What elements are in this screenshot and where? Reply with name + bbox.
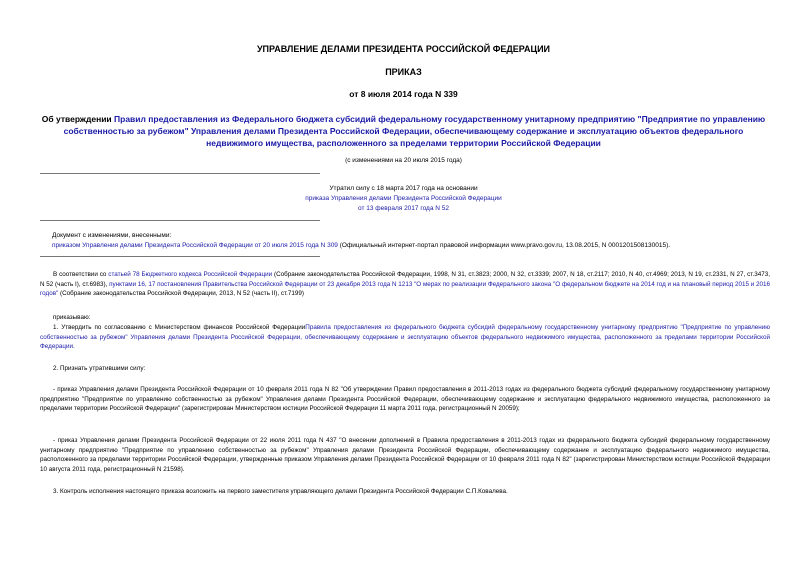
- government-resolution-link[interactable]: пунктами 16, 17 постановления Правительства Российской Федерации от 23 декабря 2013 года N 1213 "О мерах по реализации Федерального закона "О федеральном бюджете на 2014 год и на плановый период 2015 и 2016 годов": [40, 280, 770, 297]
- amendments-intro: Документ с изменениями, внесенными:: [52, 232, 172, 239]
- budget-code-link[interactable]: статьей 78 Бюджетного кодекса Российской Федерации: [108, 271, 273, 278]
- item-2-paragraph: 2. Признать утратившими силу:: [53, 365, 146, 372]
- item-3-paragraph: 3. Контроль исполнения настоящего приказа возложить на первого заместителя управляющего делами Президента Российской Федерации С.П.Ковалева.: [53, 488, 508, 495]
- lost-force-link-date[interactable]: от 13 февраля 2017 года N 52: [358, 205, 449, 212]
- orders-line: приказываю:: [53, 314, 91, 321]
- repealed-order-437: - приказ Управления делами Президента Российской Федерации от 22 июля 2011 года N 437 "О внесении дополнений в Правила предоставления в 2011-2013 годах из федерального бюджета субсидий федеральному государственному унитарному предприятию "Предприятие по управлению собственностью за рубежом" Управления делами Президента Российской Федерации, обеспечивающему содержание и эксплуатацию федерального недвижимого имущества, расположенного за пределами территории Российской Федерации, утвержденные приказом Управления делами Президента Российской Федерации от 10 февраля 2011 года N 82" (зарегистрирован Министерством юстиции Российской Федерации 10 августа 2011 года, регистрационный N 21598).: [40, 437, 770, 473]
- preamble-paragraph: [40, 270, 770, 299]
- item-1-paragraph: [40, 323, 770, 352]
- title-prefix: Об утверждении: [41, 114, 115, 124]
- divider-line: [40, 220, 320, 221]
- lost-force-notice: [200, 184, 607, 214]
- amendments-line: [52, 241, 772, 251]
- issuing-authority: УПРАВЛЕНИЕ ДЕЛАМИ ПРЕЗИДЕНТА РОССИЙСКОЙ ФЕДЕРАЦИИ: [256, 44, 551, 54]
- approved-rules-link[interactable]: Правила предоставления из федерального бюджета субсидий федеральному государственному унитарному предприятию "Предприятие по управлению собственностью за рубежом" Управления делами Президента Российской Федерации, обеспечивающему содержание и эксплуатацию объектов федерального недвижимого имущества, расположенного за пределами территории Российской Федерации.: [40, 324, 770, 350]
- lost-force-text: Утратил силу с 18 марта 2017 года на основании: [329, 185, 478, 192]
- preamble-text: (Собрание законодательства Российской Федерации, 1998, N 31, ст.3823; 2000, N 32, ст.3339; 2007, N 18, ст.2117; 2010, N 40, ст.4969; 2013, N 19, ст.2331, N 27, ст.3473, N 52 (часть I), ст.6983),: [40, 271, 770, 288]
- document-date-number: от 8 июля 2014 года N 339: [349, 89, 458, 99]
- item-1-text: 1. Утвердить по согласованию с Министерством финансов Российской Федерации: [53, 324, 306, 331]
- divider-line: [40, 173, 320, 174]
- repealed-order-82: - приказ Управления делами Президента Российской Федерации от 10 февраля 2011 года N 82 "Об утверждении Правил предоставления в 2011-2013 годах из федерального бюджета субсидий федеральному государственному унитарному предприятию "Предприятие по управлению собственностью за рубежом" Управления делами Президента Российской Федерации, обеспечивающему содержание и эксплуатацию федерального недвижимого имущества, расположенного за пределами территории Российской Федерации" (зарегистрирован Министерством юстиции Российской Федерации 11 марта 2011 года, регистрационный N 20059);: [40, 386, 770, 412]
- changes-note: (с изменениями на 20 июля 2015 года): [345, 157, 462, 164]
- document-title: [40, 113, 767, 149]
- preamble-text: (Собрание законодательства Российской Федерации, 2013, N 52 (часть II), ст.7199): [58, 290, 305, 297]
- preamble-text: В соответствии со: [53, 271, 109, 278]
- amendment-order-link[interactable]: приказом Управления делами Президента Российской Федерации от 20 июля 2015 года N 309: [52, 242, 338, 249]
- title-rules-link[interactable]: Правил предоставления из Федерального бюджета субсидий федеральному государственному унитарному предприятию "Предприятие по управлению собственностью за рубежом" Управления делами Президента Российской Федерации, обеспечивающему содержание и эксплуатацию объектов федерального недвижимого имущества, расположенного за пределами территории Российской Федерации: [63, 114, 766, 148]
- divider-line: [40, 256, 320, 257]
- document-type: ПРИКАЗ: [385, 67, 422, 77]
- lost-force-link[interactable]: приказа Управления делами Президента Российской Федерации: [305, 195, 502, 202]
- amendment-source: (Официальный интернет-портал правовой информации www.pravo.gov.ru, 13.08.2015, N 0001201508130015).: [337, 242, 671, 249]
